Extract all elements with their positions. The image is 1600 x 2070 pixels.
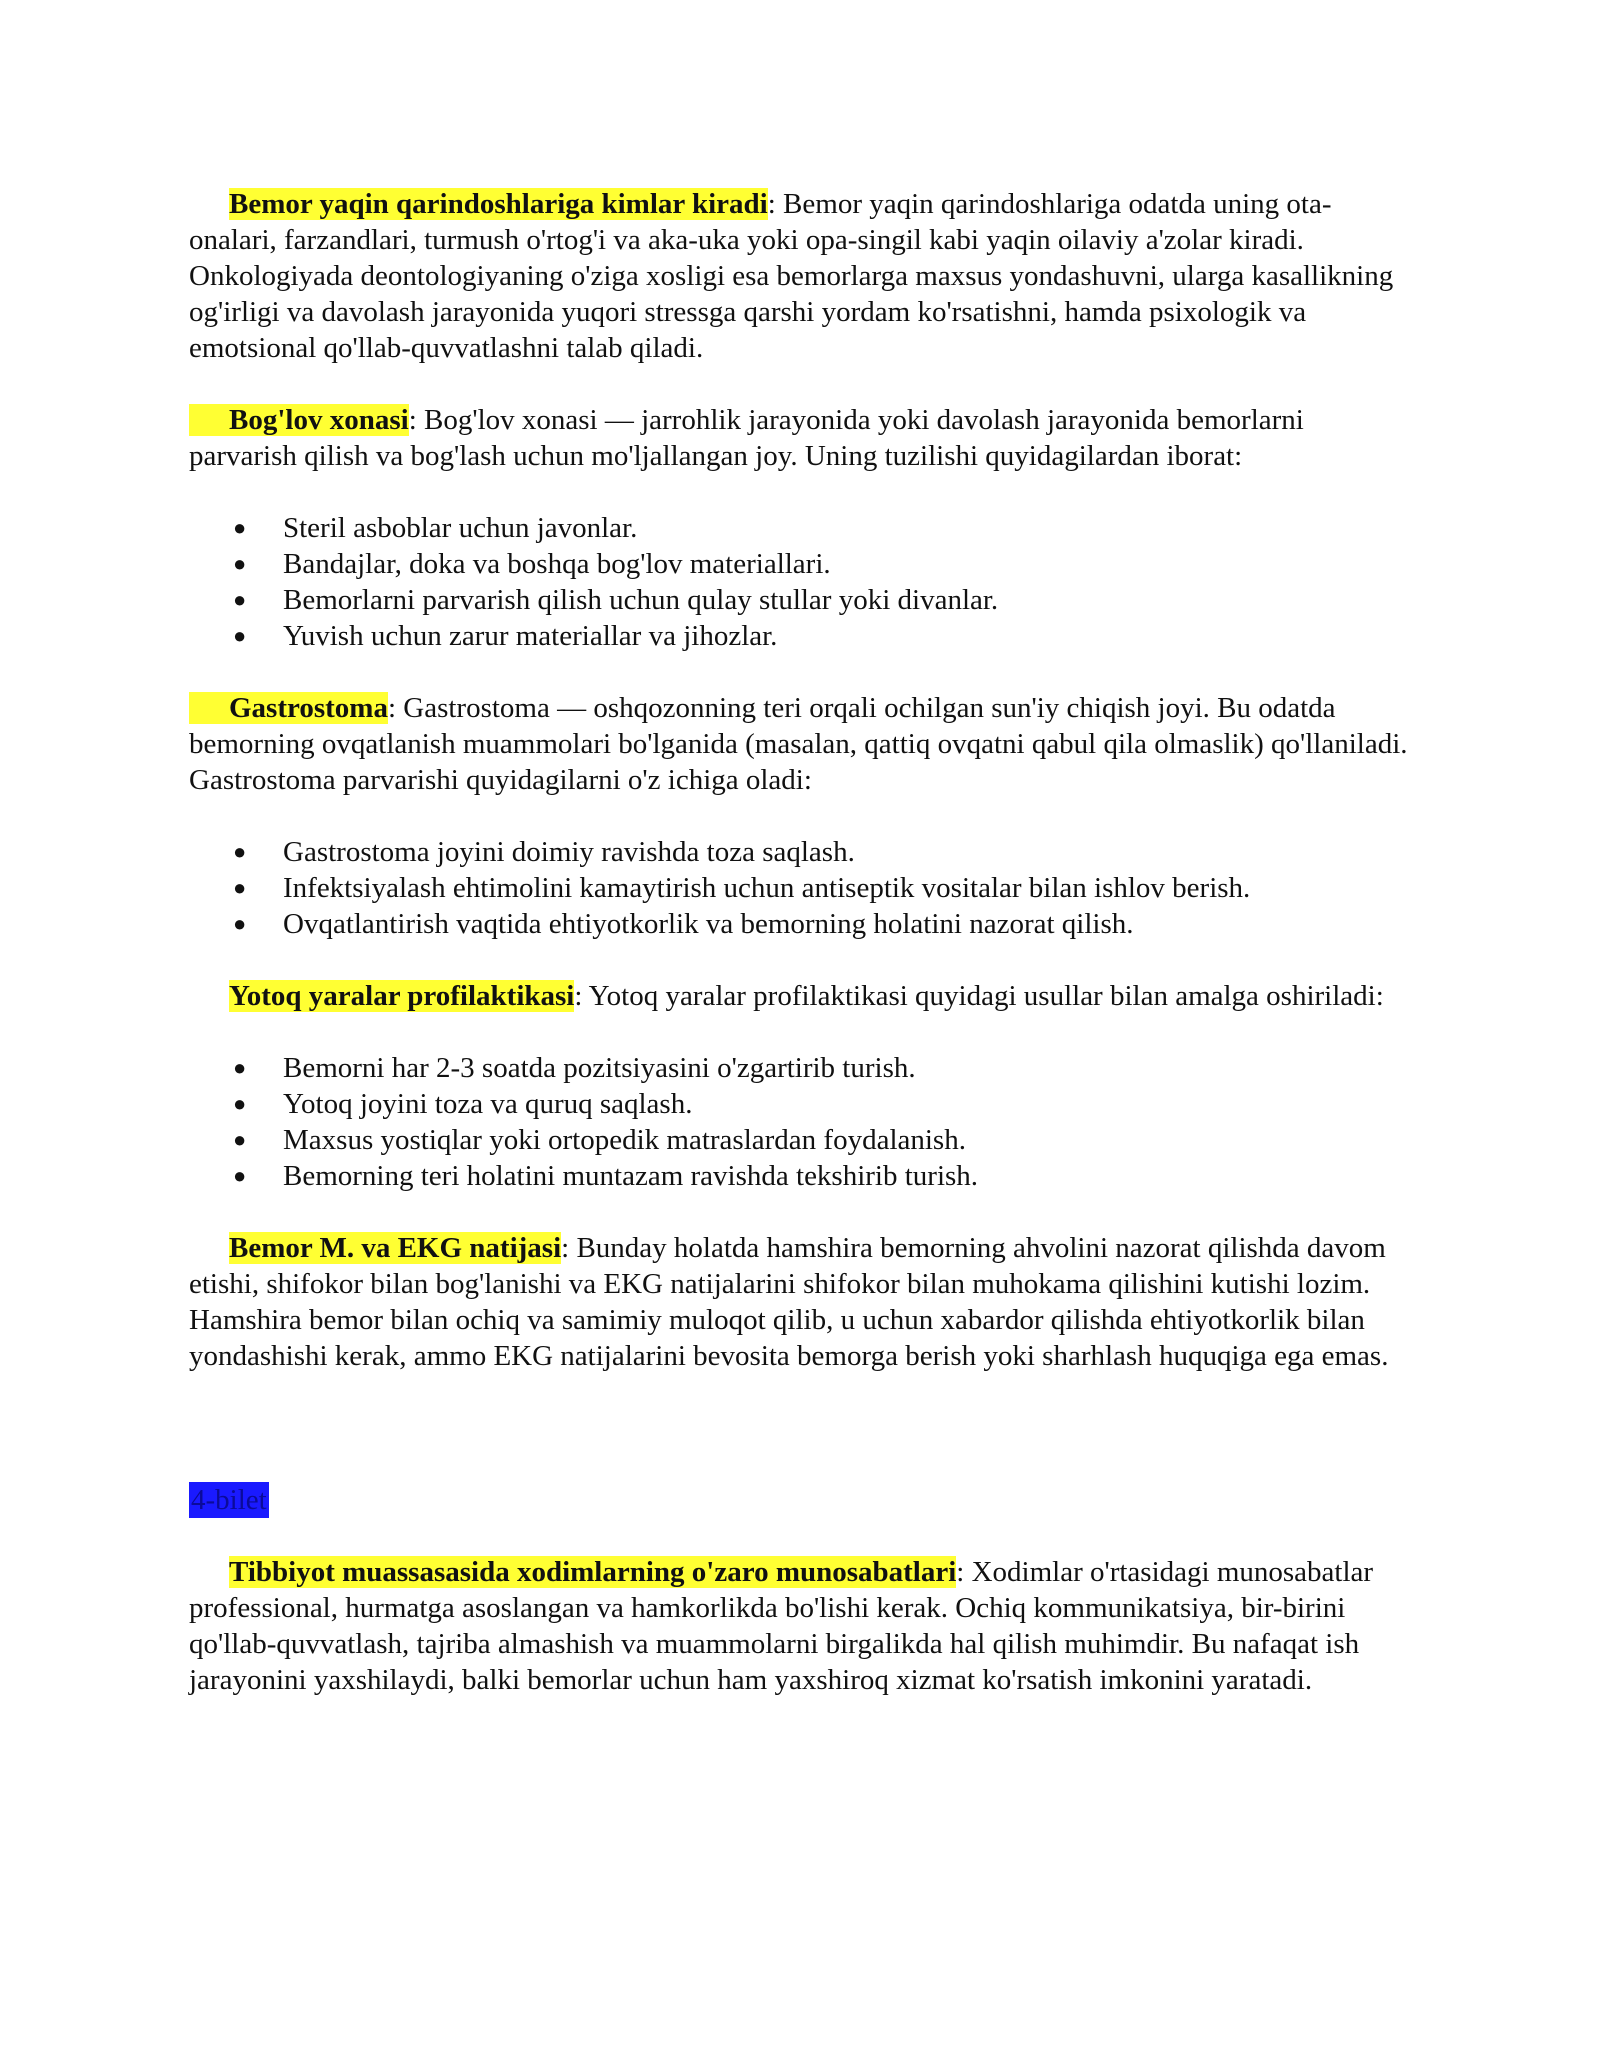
list-item: ● Bemorning teri holatini muntazam ravishda tekshirib turish. [233, 1160, 979, 1192]
bullet-icon: ● [233, 875, 247, 900]
paragraph-ekg [189, 1230, 1414, 1374]
paragraph-staff-relations [189, 1554, 1414, 1698]
body-staff-relations: : Xodimlar o'rtasidagi munosabatlar professional, hurmatga asoslangan va hamkorlikda bo'lishi kerak. Ochiq kommunikatsiya, bir-birini qo'llab-quvvatlash, tajriba almashish va muammolarni birgalikda hal qilish muhimdir. Bu nafaqat ish jarayonini yaxshilaydi, balki bemorlar uchun ham yaxshiroq xizmat ko'rsatish imkonini yaratadi. [189, 1556, 1374, 1696]
body-bedsores: : Yotoq yaralar profilaktikasi quyidagi usullar bilan amalga oshiriladi: [574, 980, 1384, 1012]
section-tag: 4-bilet [191, 1484, 267, 1516]
list-item: ● Gastrostoma joyini doimiy ravishda toza saqlash. [233, 836, 855, 868]
body-ekg: : Bunday holatda hamshira bemorning ahvolini nazorat qilishda davom etishi, shifokor bilan bog'lanishi va EKG natijalarini shifokor bilan muhokama qilishini kutishi lozim. Hamshira bemor bilan ochiq va samimiy muloqot qilib, u uchun xabardor qilishda ehtiyotkorlik bilan yondashishi kerak, ammo EKG natijalarini bevosita bemorga berish yoki sharhlash huquqiga ega emas. [189, 1232, 1389, 1372]
bullet-icon: ● [233, 551, 247, 576]
bullet-icon: ● [233, 587, 247, 612]
list-item: ● Maxsus yostiqlar yoki ortopedik matraslardan foydalanish. [233, 1124, 966, 1156]
bullet-icon: ● [233, 839, 247, 864]
list-item: ● Bemorlarni parvarish qilish uchun qulay stullar yoki divanlar. [233, 584, 999, 616]
heading-bedsores: Yotoq yaralar profilaktikasi [229, 980, 575, 1012]
document-page [189, 186, 1414, 1734]
list-item: ● Yotoq joyini toza va quruq saqlash. [233, 1088, 693, 1120]
body-dressing-room: : Bog'lov xonasi — jarrohlik jarayonida yoki davolash jarayonida bemorlarni parvarish qilish va bog'lash uchun mo'ljallangan joy. Uning tuzilishi quyidagilardan iborat: [189, 404, 1304, 472]
heading-gastrostomy: Gastrostoma [189, 692, 388, 724]
list-bedsores [189, 1050, 1414, 1194]
heading-relatives: Bemor yaqin qarindoshlariga kimlar kiradi [229, 188, 768, 220]
list-gastrostomy [189, 834, 1414, 942]
bullet-icon: ● [233, 1163, 247, 1188]
bullet-icon: ● [233, 1055, 247, 1080]
bullet-icon: ● [233, 623, 247, 648]
heading-dressing-room: Bog'lov xonasi [189, 404, 409, 436]
body-gastrostomy: : Gastrostoma — oshqozonning teri orqali ochilgan sun'iy chiqish joyi. Bu odatda bemorning ovqatlanish muammolari bo'lganida (masalan, qattiq ovqatni qabul qila olmaslik) qo'llaniladi. Gastrostoma parvarishi quyidagilarni o'z ichiga oladi: [189, 692, 1408, 796]
list-dressing-room [189, 510, 1414, 654]
list-item: ● Steril asboblar uchun javonlar. [233, 512, 638, 544]
paragraph-dressing-room [189, 402, 1414, 474]
bullet-icon: ● [233, 515, 247, 540]
heading-ekg: Bemor M. va EKG natijasi [229, 1232, 562, 1264]
bullet-icon: ● [233, 1091, 247, 1116]
bullet-icon: ● [233, 911, 247, 936]
list-item: ● Ovqatlantirish vaqtida ehtiyotkorlik va bemorning holatini nazorat qilish. [233, 908, 1134, 940]
body-relatives: : Bemor yaqin qarindoshlariga odatda uning ota-onalari, farzandlari, turmush o'rtog'i va aka-uka yoki opa-singil kabi yaqin oilaviy a'zolar kiradi. Onkologiyada deontologiyaning o'ziga xosligi esa bemorlarga maxsus yondashuvni, ularga kasallikning og'irligi va davolash jarayonida yuqori stressga qarshi yordam ko'rsatishni, hamda psixologik va emotsional qo'llab-quvvatlashni talab qiladi. [189, 188, 1394, 364]
list-item: ● Bandajlar, doka va boshqa bog'lov materiallari. [233, 548, 831, 580]
bullet-icon: ● [233, 1127, 247, 1152]
spacer [189, 1410, 1414, 1482]
list-item: ● Yuvish uchun zarur materiallar va jihozlar. [233, 620, 778, 652]
paragraph-bedsores [189, 978, 1414, 1014]
paragraph-relatives [189, 186, 1414, 366]
heading-staff-relations: Tibbiyot muassasasida xodimlarning o'zaro munosabatlari [229, 1556, 957, 1588]
list-item: ● Bemorni har 2-3 soatda pozitsiyasini o'zgartirib turish. [233, 1052, 916, 1084]
paragraph-gastrostomy [189, 690, 1414, 798]
list-item: ● Infektsiyalash ehtimolini kamaytirish uchun antiseptik vositalar bilan ishlov berish. [233, 872, 1251, 904]
